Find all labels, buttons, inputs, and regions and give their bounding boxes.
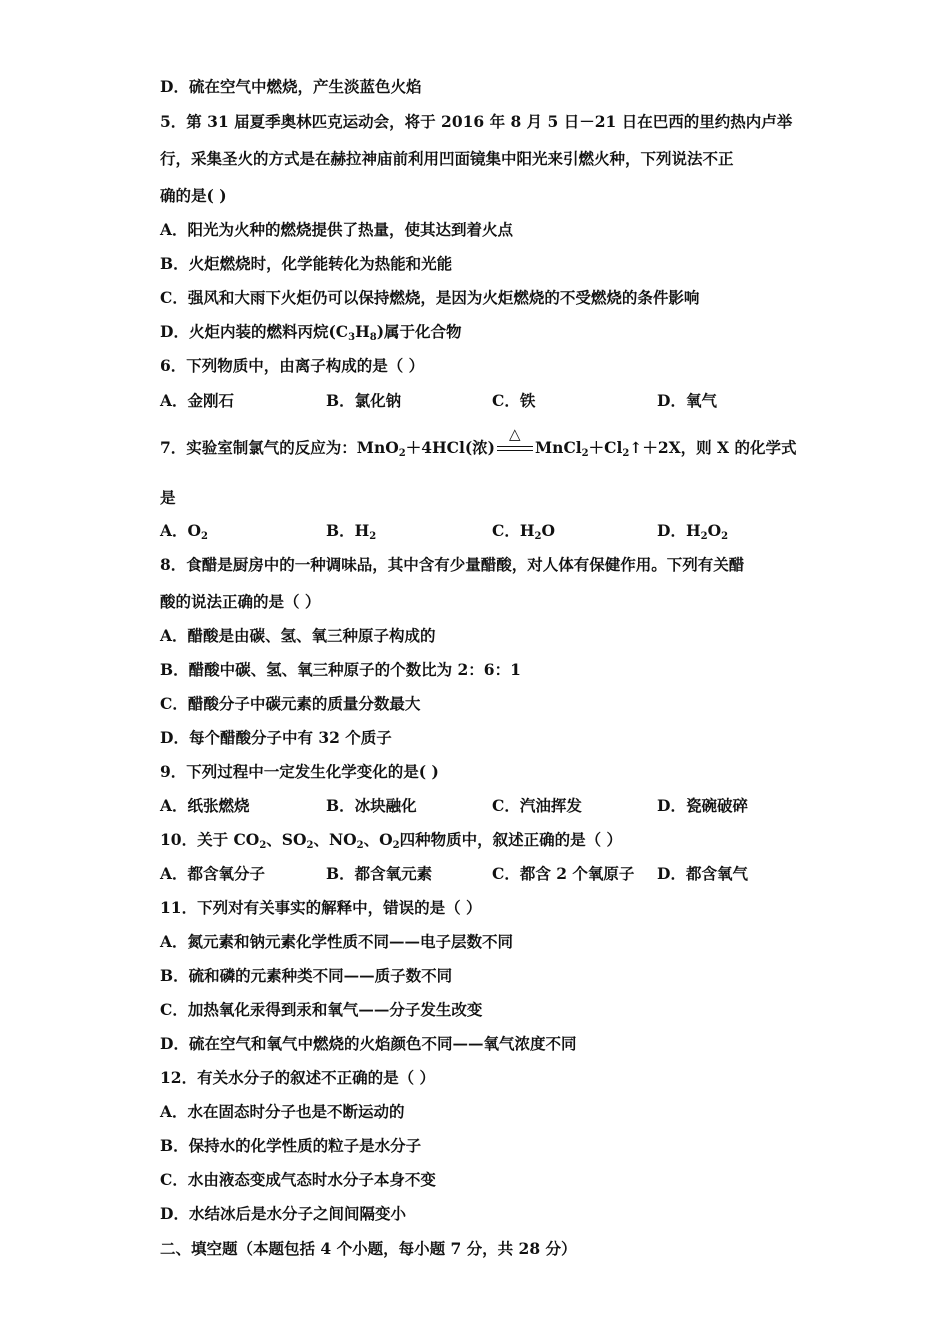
- q7-text-4: ＋Cl: [588, 438, 623, 457]
- q7-stem-line-1: [160, 425, 797, 459]
- q5-d-sub-2: 8: [369, 332, 377, 343]
- q7-a-text: A．O: [160, 521, 202, 540]
- q9-stem: 9．下列过程中一定发生化学变化的是( ): [160, 762, 439, 781]
- q11-option-d: D．硫在空气和氧气中燃烧的火焰颜色不同——氧气浓度不同: [160, 1034, 577, 1053]
- q10-sub-4: 2: [392, 840, 400, 851]
- q12-option-b: B．保持水的化学性质的粒子是水分子: [160, 1136, 422, 1155]
- q7-option-c: [492, 520, 555, 542]
- q7-a-sub: 2: [201, 531, 208, 542]
- q6-option-d: D．氧气: [657, 391, 717, 410]
- q9-option-c: C．汽油挥发: [492, 796, 582, 815]
- q11-option-c: C．加热氧化汞得到汞和氧气——分子发生改变: [160, 1000, 483, 1019]
- q11-option-a: A．氮元素和钠元素化学性质不同——电子层数不同: [160, 932, 514, 951]
- q10-options: [160, 863, 800, 885]
- q5-d-text-2: H: [355, 322, 370, 341]
- section-heading: 二、填空题（本题包括 4 个小题，每小题 7 分，共 28 分）: [160, 1239, 577, 1258]
- q10-text-2: 、SO: [266, 830, 307, 849]
- q8-stem-line-1: 8．食醋是厨房中的一种调味品，其中含有少量醋酸，对人体有保健作用。下列有关醋: [160, 555, 745, 574]
- q8-option-c: C．醋酸分子中碳元素的质量分数最大: [160, 694, 421, 713]
- q10-text-3: 、NO: [313, 830, 357, 849]
- q10-sub-3: 2: [356, 840, 364, 851]
- q9-option-b: B．冰块融化: [326, 796, 417, 815]
- q7-c-text: C．H: [492, 521, 535, 540]
- q11-stem: 11．下列对有关事实的解释中，错误的是（ ）: [160, 898, 482, 917]
- q7-d-text-2: O: [707, 521, 722, 540]
- q10-text-4: 、O: [363, 830, 393, 849]
- q7-text-5: ↑＋2X，则 X 的化学式: [629, 438, 797, 457]
- q7-sub-1: 2: [398, 448, 406, 459]
- q5-d-text-1: D．火炬内装的燃料丙烷(C: [160, 322, 349, 341]
- q7-option-a: [160, 520, 208, 542]
- q6-stem: 6．下列物质中，由离子构成的是（ ）: [160, 356, 425, 375]
- q12-option-d: D．水结冰后是水分子之间间隔变小: [160, 1204, 406, 1223]
- q5-stem-line-3: 确的是( ): [160, 186, 227, 205]
- q7-c-text-2: O: [541, 521, 555, 540]
- q7-text-2: ＋4HCl(浓): [405, 438, 496, 457]
- q7-d-sub-1: 2: [700, 531, 708, 542]
- q7-sub-3: 2: [622, 448, 630, 459]
- q4-option-d: D．硫在空气中燃烧，产生淡蓝色火焰: [160, 77, 422, 96]
- q7-c-sub: 2: [534, 531, 542, 542]
- q11-option-b: B．硫和磷的元素种类不同——质子数不同: [160, 966, 453, 985]
- q10-option-b: B．都含氧元素: [326, 864, 433, 883]
- q8-option-d: D．每个醋酸分子中有 32 个质子: [160, 728, 392, 747]
- q7-stem-line-2: 是: [160, 488, 176, 507]
- q7-text-3: MnCl: [535, 438, 582, 457]
- q7-options: [160, 520, 800, 542]
- q10-option-d: D．都含氧气: [657, 864, 748, 883]
- q5-stem-line-2: 行，采集圣火的方式是在赫拉神庙前利用凹面镜集中阳光来引燃火种，下列说法不正: [160, 149, 734, 168]
- q8-stem-line-2: 酸的说法正确的是（ ）: [160, 592, 321, 611]
- q5-d-text-3: )属于化合物: [376, 322, 462, 341]
- q7-text-1: 7．实验室制氯气的反应为：MnO: [160, 438, 399, 457]
- q6-option-a: A．金刚石: [160, 391, 235, 410]
- q6-option-b: B．氯化钠: [326, 391, 402, 410]
- q12-option-a: A．水在固态时分子也是不断运动的: [160, 1102, 405, 1121]
- q10-sub-2: 2: [306, 840, 314, 851]
- heating-triangle-icon: △: [509, 425, 521, 443]
- q6-options: [160, 390, 800, 412]
- q7-d-text: D．H: [657, 521, 701, 540]
- q5-option-a: A．阳光为火种的燃烧提供了热量，使其达到着火点: [160, 220, 514, 239]
- q9-option-a: A．纸张燃烧: [160, 796, 250, 815]
- q10-sub-1: 2: [259, 840, 267, 851]
- q5-option-d: [160, 321, 462, 343]
- q12-stem: 12．有关水分子的叙述不正确的是（ ）: [160, 1068, 435, 1087]
- q8-option-b: B．醋酸中碳、氢、氧三种原子的个数比为 2：6：1: [160, 660, 521, 679]
- q10-text-1: 10．关于 CO: [160, 830, 260, 849]
- q7-b-sub: 2: [369, 531, 377, 542]
- q7-sub-2: 2: [581, 448, 589, 459]
- q10-text-5: 四种物质中，叙述正确的是（ ）: [399, 830, 622, 849]
- q6-option-c: C．铁: [492, 391, 536, 410]
- q7-option-d: [657, 520, 728, 542]
- q7-option-b: [326, 520, 376, 542]
- reaction-condition-mark: [496, 425, 534, 459]
- q9-options: [160, 795, 800, 817]
- q5-option-b: B．火炬燃烧时，化学能转化为热能和光能: [160, 254, 453, 273]
- q5-option-c: C．强风和大雨下火炬仍可以保持燃烧，是因为火炬燃烧的不受燃烧的条件影响: [160, 288, 700, 307]
- q10-option-c: C．都含 2 个氧原子: [492, 864, 635, 883]
- q9-option-d: D．瓷碗破碎: [657, 796, 748, 815]
- q5-stem-line-1: 5．第 31 届夏季奥林匹克运动会，将于 2016 年 8 月 5 日－21 日在巴西的里约热内卢举: [160, 112, 793, 131]
- q7-d-sub-2: 2: [721, 531, 729, 542]
- q10-option-a: A．都含氧分子: [160, 864, 266, 883]
- q10-stem: [160, 829, 622, 851]
- q5-d-sub-1: 3: [348, 332, 356, 343]
- q12-option-c: C．水由液态变成气态时水分子本身不变: [160, 1170, 436, 1189]
- q7-b-text: B．H: [326, 521, 370, 540]
- q8-option-a: A．醋酸是由碳、氢、氧三种原子构成的: [160, 626, 436, 645]
